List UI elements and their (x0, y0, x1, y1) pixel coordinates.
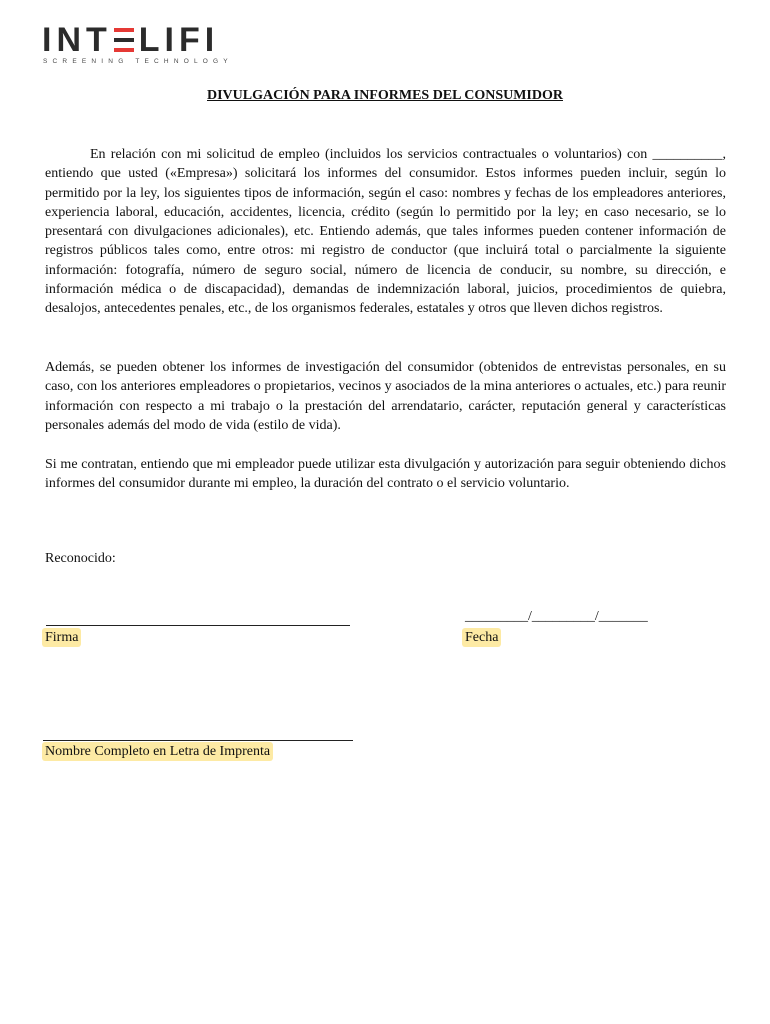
intelifi-logo (42, 21, 233, 65)
paragraph-investigative-reports: Además, se pueden obtener los informes de investigación del consumidor (obtenidos de entrevistas personales, en su caso, con los anteriores empleadores o propietarios, vecinos y asociados de la mina anteriores o actuales, etc.) para reunir información con respecto a mi trabajo o la prestación del arrendatario, carácter, reputación general y características personales además del modo de vida (estilo de vida). (45, 360, 726, 433)
logo-wordmark (42, 22, 222, 58)
logo-e-mark (114, 28, 134, 52)
logo-word-right: LIFI (138, 21, 220, 59)
paragraph-employment-continuation: Si me contratan, entiendo que mi empleador puede utilizar esta divulgación y autorización para seguir obteniendo dichos informes del consumidor durante mi empleo, la duración del contrato o el servicio voluntario. (45, 457, 726, 492)
signature-line[interactable] (46, 625, 350, 626)
paragraph-consumer-reports: En relación con mi solicitud de empleo (incluidos los servicios contractuales o voluntarios) con __________, entiendo que usted («Empresa») solicitará los informes del consumidor. Estos informes pueden incluir, según lo permitido por la ley, los siguientes tipos de información, según el caso: nombres y fechas de los empleadores anteriores, experiencia laboral, educación, accidentes, licencia, crédito (según lo permitido por la ley; en caso necesario, se lo presentará con divulgaciones adicionales), etc. Entiendo además, que tales informes pueden contener información de registros públicos tales como, entre otros: mi registro de conductor (que incluirá total o parcialmente la siguiente información: fotografía, número de seguro social, número de licencia de conducir, su nombre, su dirección, e información médica o de discapacidad), demandas de indemnización laboral, juicios, procedimientos de quiebra, desalojos, antecedentes penales, etc., de los organismos federales, estatales y otros que lleven dichos registros. (45, 147, 726, 317)
document-title: DIVULGACIÓN PARA INFORMES DEL CONSUMIDOR (207, 88, 563, 103)
date-field-label[interactable]: Fecha (462, 628, 501, 647)
signature-field-label[interactable]: Firma (42, 628, 81, 647)
full-name-line[interactable] (43, 740, 353, 741)
acknowledged-label: Reconocido: (45, 551, 116, 566)
logo-tagline: SCREENING TECHNOLOGY (43, 58, 233, 65)
date-field[interactable]: _________/_________/_______ (465, 609, 648, 624)
logo-word-left: INT (42, 21, 112, 59)
full-name-field-label[interactable]: Nombre Completo en Letra de Imprenta (42, 742, 273, 761)
